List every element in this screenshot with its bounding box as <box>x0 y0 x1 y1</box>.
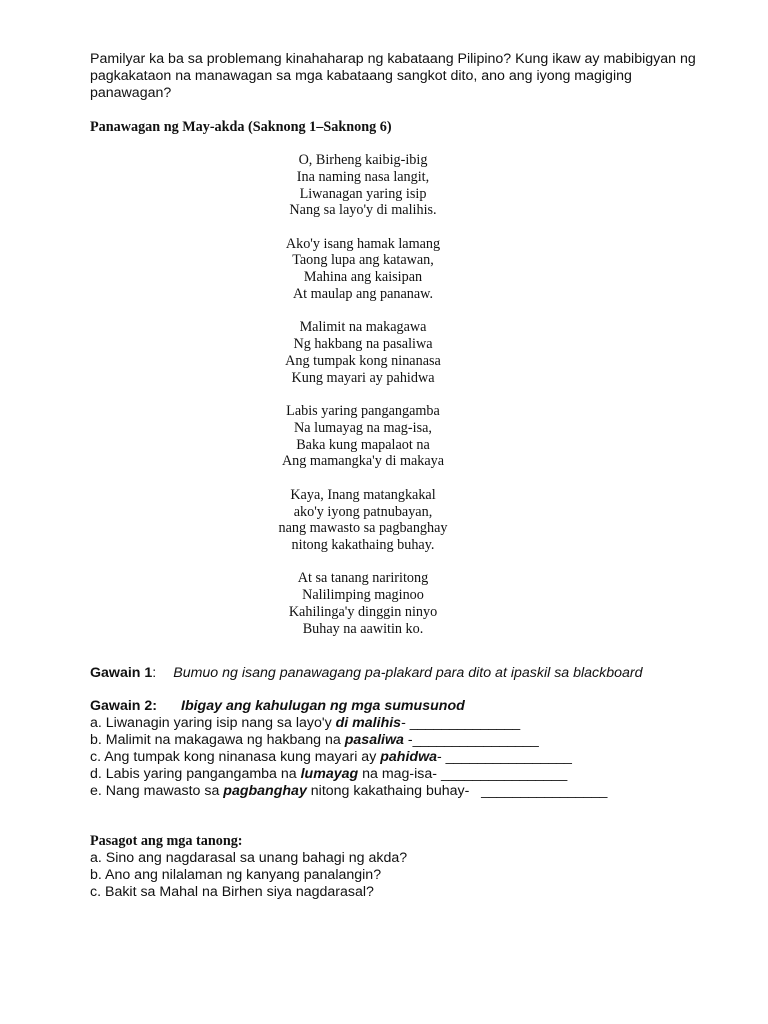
item-keyword: di malihis <box>335 714 402 731</box>
poem-line: Buhay na aawitin ko. <box>302 620 424 637</box>
item-text: e. Nang mawasto sa <box>90 782 224 799</box>
poem-line: Ina naming nasa langit, <box>296 168 430 185</box>
item-text: a. Liwanagin yaring isip nang sa layo'y <box>90 714 336 731</box>
poem-line: Ng hakbang na pasaliwa <box>293 336 433 353</box>
poem-line: Nang sa layo'y di malihis. <box>289 202 437 219</box>
poem-stanza-3 <box>90 319 636 386</box>
worksheet-page <box>90 51 700 901</box>
gawain-2-task: Ibigay ang kahulugan ng mga sumusunod <box>181 697 465 714</box>
poem-line: Kung mayari ay pahidwa <box>291 369 435 386</box>
gawain-1-task: Bumuo ng isang panawagang pa-plakard para dito at ipaskil sa blackboard <box>173 664 643 681</box>
item-answer-blank: -________________ <box>403 731 539 748</box>
poem-line: Na lumayag na mag-isa, <box>294 419 432 436</box>
poem-stanza-2 <box>90 236 636 303</box>
gawain-1-colon: : <box>152 664 157 681</box>
gawain-2-heading <box>90 698 700 715</box>
gawain-2-item-c <box>90 749 700 766</box>
gawain-2-item-b <box>90 732 700 749</box>
gawain-2-item-d <box>90 766 700 783</box>
item-answer-blank: - ______________ <box>401 714 521 731</box>
poem-line: nitong kakathaing buhay. <box>291 537 435 554</box>
item-answer-blank: - ________________ <box>437 748 572 765</box>
poem-stanza-6 <box>90 570 636 637</box>
item-keyword: pahidwa <box>380 748 437 765</box>
poem-line: Taong lupa ang katawan, <box>292 252 434 269</box>
poem-stanza-1 <box>90 152 636 219</box>
poem-line: Ako'y isang hamak lamang <box>285 235 441 252</box>
item-answer-blank: na mag-isa- ________________ <box>358 765 568 782</box>
poem-line: Malimit na makagawa <box>299 319 427 336</box>
poem-line: O, Birheng kaibig-ibig <box>298 152 428 168</box>
poem-stanza-5 <box>90 487 636 554</box>
item-keyword: pagbanghay <box>223 782 307 799</box>
question-b: b. Ano ang nilalaman ng kanyang panalangin? <box>90 866 382 883</box>
gawain-2-items <box>90 715 700 800</box>
item-text: b. Malimit na makagawa ng hakbang na <box>90 731 345 748</box>
gawain-2-item-e <box>90 783 700 800</box>
item-keyword: lumayag <box>300 765 359 782</box>
gawain-2-item-a <box>90 715 700 732</box>
item-text: d. Labis yaring pangangamba na <box>90 765 301 782</box>
poem-line: Baka kung mapalaot na <box>296 436 430 453</box>
poem-line: Nalilimping maginoo <box>302 587 424 604</box>
questions-list <box>90 850 700 901</box>
poem-line: Mahina ang kaisipan <box>303 269 423 286</box>
item-keyword: pasaliwa <box>344 731 404 748</box>
question-c: c. Bakit sa Mahal na Birhen siya nagdarasal? <box>90 883 374 900</box>
poem-section-title: Panawagan ng May-akda (Saknong 1–Saknong 6) <box>90 119 392 135</box>
poem-line: Ang tumpak kong ninanasa <box>285 352 441 369</box>
gawain-1 <box>90 665 700 682</box>
gawain-2-label: Gawain 2: <box>90 697 158 714</box>
poem-stanza-4 <box>90 403 636 470</box>
poem-line: ako'y iyong patnubayan, <box>293 503 433 520</box>
item-text: c. Ang tumpak kong ninanasa kung mayari ay <box>90 748 381 765</box>
poem-line: Kaya, Inang matangkakal <box>290 486 436 503</box>
poem-line: Liwanagan yaring isip <box>299 185 427 202</box>
poem-line: Labis yaring pangangamba <box>286 403 440 420</box>
poem-line: Kahilinga'y dinggin ninyo <box>288 604 438 621</box>
intro-paragraph: Pamilyar ka ba sa problemang kinahaharap ng kabataang Pilipino? Kung ikaw ay mabibigyan ng pagkakataon na manawagan sa mga kabataang sangkot dito, ano ang iyong magiging panawagan? <box>90 51 696 101</box>
poem-line: At sa tanang nariritong <box>297 570 429 587</box>
questions-title: Pasagot ang mga tanong: <box>90 832 243 849</box>
poem-line: Ang mamangka'y di makaya <box>281 453 445 470</box>
gawain-1-label: Gawain 1 <box>90 664 153 681</box>
poem-line: At maulap ang pananaw. <box>292 286 434 303</box>
poem-line: nang mawasto sa pagbanghay <box>278 520 448 537</box>
poem <box>90 152 636 638</box>
item-answer-blank: nitong kakathaing buhay- ________________ <box>306 782 608 799</box>
question-a: a. Sino ang nagdarasal sa unang bahagi ng akda? <box>90 849 408 866</box>
